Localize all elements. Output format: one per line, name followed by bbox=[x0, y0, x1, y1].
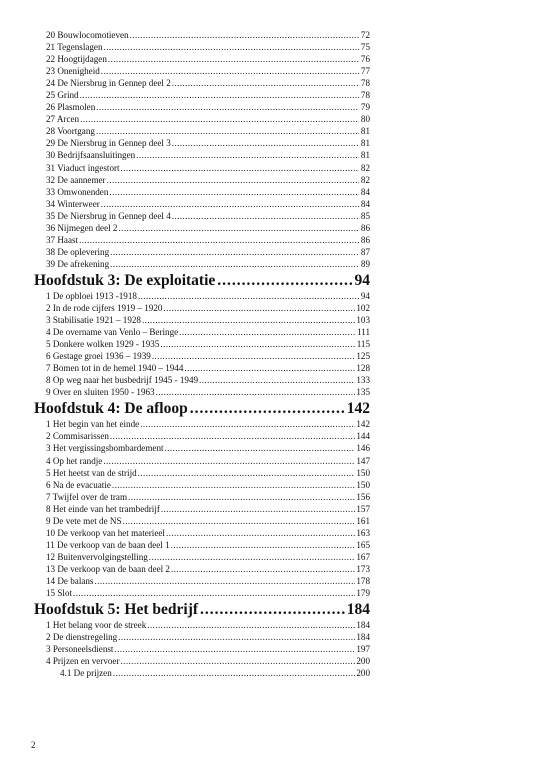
toc-entry bbox=[46, 655, 370, 667]
toc-entry bbox=[46, 467, 370, 479]
entry-page-number: 150 bbox=[356, 479, 370, 490]
toc-entry bbox=[46, 350, 370, 362]
entry-title: 3 Het vergissingsbombardement bbox=[46, 443, 164, 454]
entry-page-number: 150 bbox=[356, 467, 370, 478]
toc-entry bbox=[46, 338, 370, 350]
dot-leader bbox=[165, 442, 356, 454]
entry-title: 4 De overname van Venlo – Beringe bbox=[46, 327, 179, 338]
entry-page-number: 78 bbox=[360, 90, 370, 101]
chapter-title: Hoofdstuk 4: De afloop bbox=[34, 400, 188, 418]
entry-page-number: 79 bbox=[360, 102, 370, 113]
dot-leader bbox=[149, 551, 356, 563]
entry-title: 7 Twijfel over de tram bbox=[46, 491, 128, 502]
dot-leader bbox=[128, 491, 355, 503]
toc-entry bbox=[46, 222, 370, 234]
toc-entry bbox=[46, 125, 370, 137]
dot-leader bbox=[104, 41, 359, 53]
toc-entry bbox=[46, 302, 370, 314]
entry-title: 30 Bedrijfsaansluitingen bbox=[46, 150, 136, 161]
dot-leader bbox=[200, 600, 345, 619]
entry-page-number: 157 bbox=[356, 503, 370, 514]
toc-entry bbox=[46, 149, 370, 161]
entry-title: 1 De opbloei 1913 -1918 bbox=[46, 290, 137, 301]
dot-leader bbox=[199, 374, 355, 386]
entry-title: 22 Hoogtijdagen bbox=[46, 54, 107, 65]
dot-leader bbox=[94, 575, 355, 587]
entry-title: 9 Over en sluiten 1950 - 1963 bbox=[46, 387, 155, 398]
toc-entry bbox=[46, 539, 370, 551]
entry-page-number: 82 bbox=[360, 162, 370, 173]
entry-title: 12 Buitenvervolgingstelling bbox=[46, 551, 148, 562]
toc-entry bbox=[46, 198, 370, 210]
entry-title: 8 Op weg naar het busbedrijf 1945 - 1949 bbox=[46, 375, 199, 386]
entry-page-number: 87 bbox=[360, 246, 370, 257]
toc-entry bbox=[46, 515, 370, 527]
toc-entry bbox=[46, 65, 370, 77]
toc-entry bbox=[46, 362, 370, 374]
toc-entry bbox=[46, 619, 370, 631]
dot-leader bbox=[103, 455, 355, 467]
dot-leader bbox=[118, 222, 359, 234]
entry-page-number: 179 bbox=[356, 588, 370, 599]
entry-title: 8 Het einde van het trambedrijf bbox=[46, 503, 160, 514]
chapter-title: Hoofdstuk 3: De exploitatie bbox=[34, 271, 216, 289]
entry-page-number: 76 bbox=[360, 54, 370, 65]
entry-title: 39 De afrekening bbox=[46, 258, 110, 269]
entry-page-number: 178 bbox=[356, 575, 370, 586]
entry-page-number: 147 bbox=[356, 455, 370, 466]
dot-leader bbox=[156, 386, 356, 398]
chapter-page-number: 94 bbox=[354, 271, 370, 289]
dot-leader bbox=[184, 362, 355, 374]
entry-title: 3 Personeelsdienst bbox=[46, 644, 114, 655]
toc-entry bbox=[46, 587, 370, 599]
entry-page-number: 200 bbox=[356, 656, 370, 667]
toc-entry bbox=[46, 89, 370, 101]
toc-entry bbox=[46, 234, 370, 246]
dot-leader bbox=[161, 503, 355, 515]
entry-page-number: 125 bbox=[356, 351, 370, 362]
dot-leader bbox=[118, 631, 355, 643]
entry-title: 28 Voortgang bbox=[46, 126, 95, 137]
entry-title: 32 De aannemer bbox=[46, 174, 106, 185]
chapter-heading bbox=[34, 271, 370, 290]
entry-title: 1 Het begin van het einde bbox=[46, 419, 140, 430]
entry-page-number: 102 bbox=[356, 302, 370, 313]
toc-entry bbox=[46, 326, 370, 338]
entry-title: 20 Bouwlocomotieven bbox=[46, 30, 129, 40]
toc-entry bbox=[46, 631, 370, 643]
toc-entry bbox=[46, 575, 370, 587]
dot-leader bbox=[79, 234, 359, 246]
entry-page-number: 94 bbox=[360, 290, 370, 301]
toc-entry bbox=[46, 418, 370, 430]
entry-page-number: 72 bbox=[360, 30, 370, 40]
entry-page-number: 84 bbox=[360, 186, 370, 197]
chapter-page-number: 142 bbox=[346, 400, 370, 418]
entry-page-number: 161 bbox=[356, 515, 370, 526]
entry-page-number: 165 bbox=[356, 539, 370, 550]
dot-leader bbox=[101, 198, 359, 210]
entry-page-number: 167 bbox=[356, 551, 370, 562]
dot-leader bbox=[80, 113, 359, 125]
entry-page-number: 81 bbox=[360, 138, 370, 149]
entry-title: 24 De Niersbrug in Gennep deel 2 bbox=[46, 78, 171, 89]
dot-leader bbox=[172, 137, 359, 149]
entry-title: 13 De verkoop van de baan deel 2 bbox=[46, 563, 170, 574]
entry-page-number: 84 bbox=[360, 198, 370, 209]
entry-title: 25 Grind bbox=[46, 90, 79, 101]
entry-title: 26 Plasmolen bbox=[46, 102, 96, 113]
entry-page-number: 163 bbox=[356, 527, 370, 538]
entry-title: 6 Na de evacuatie bbox=[46, 479, 111, 490]
dot-leader bbox=[110, 430, 355, 442]
entry-title: 15 Slot bbox=[46, 588, 73, 599]
toc-entry bbox=[46, 210, 370, 222]
entry-title: 2 De dienstregeling bbox=[46, 632, 118, 643]
dot-leader bbox=[120, 655, 355, 667]
dot-leader bbox=[112, 479, 355, 491]
entry-title: 27 Arcen bbox=[46, 114, 80, 125]
entry-page-number: 142 bbox=[356, 419, 370, 430]
entry-title: 11 De verkoop van de baan deel 1 bbox=[46, 539, 170, 550]
toc-entry bbox=[46, 491, 370, 503]
dot-leader bbox=[217, 271, 352, 290]
dot-leader bbox=[96, 101, 359, 113]
dot-leader bbox=[113, 667, 356, 679]
entry-page-number: 77 bbox=[360, 66, 370, 77]
dot-leader bbox=[123, 515, 356, 527]
chapter-title: Hoofdstuk 5: Het bedrijf bbox=[34, 601, 199, 619]
dot-leader bbox=[136, 149, 359, 161]
dot-leader bbox=[172, 210, 359, 222]
dot-leader bbox=[147, 619, 355, 631]
toc-entry bbox=[46, 442, 370, 454]
toc-entry bbox=[46, 374, 370, 386]
toc-entry bbox=[46, 41, 370, 53]
dot-leader bbox=[171, 539, 356, 551]
entry-title: 4.1 De prijzen bbox=[60, 668, 112, 679]
entry-page-number: 144 bbox=[356, 431, 370, 442]
toc-entry bbox=[46, 290, 370, 302]
dot-leader bbox=[152, 350, 356, 362]
entry-page-number: 81 bbox=[360, 150, 370, 161]
dot-leader bbox=[140, 418, 355, 430]
entry-title: 21 Tegenslagen bbox=[46, 42, 103, 53]
dot-leader bbox=[110, 258, 359, 270]
entry-title: 4 Op het randje bbox=[46, 455, 103, 466]
toc-subentry bbox=[46, 667, 370, 679]
dot-leader bbox=[108, 53, 359, 65]
entry-title: 31 Viaduct ingestort bbox=[46, 162, 120, 173]
toc-entry bbox=[46, 527, 370, 539]
toc-entry bbox=[46, 258, 370, 270]
chapter-heading bbox=[34, 399, 370, 418]
entry-page-number: 86 bbox=[360, 234, 370, 245]
entry-title: 3 Stabilisatie 1921 – 1928 bbox=[46, 315, 141, 326]
entry-page-number: 75 bbox=[360, 42, 370, 53]
toc-entry bbox=[46, 101, 370, 113]
chapter-heading bbox=[34, 600, 370, 619]
entry-page-number: 135 bbox=[356, 387, 370, 398]
entry-page-number: 81 bbox=[360, 126, 370, 137]
dot-leader bbox=[138, 467, 356, 479]
entry-title: 9 De vete met de NS bbox=[46, 515, 122, 526]
entry-title: 34 Winterweer bbox=[46, 198, 100, 209]
toc-entry bbox=[46, 563, 370, 575]
entry-page-number: 184 bbox=[356, 620, 370, 631]
entry-page-number: 184 bbox=[356, 632, 370, 643]
entry-title: 38 De oplevering bbox=[46, 246, 110, 257]
entry-page-number: 115 bbox=[356, 339, 370, 350]
dot-leader bbox=[190, 399, 345, 418]
dot-leader bbox=[172, 77, 359, 89]
entry-title: 37 Haast bbox=[46, 234, 79, 245]
entry-title: 35 De Niersbrug in Gennep deel 4 bbox=[46, 210, 171, 221]
dot-leader bbox=[171, 563, 355, 575]
dot-leader bbox=[109, 186, 359, 198]
entry-page-number: 128 bbox=[356, 363, 370, 374]
entry-title: 33 Omwonenden bbox=[46, 186, 109, 197]
toc-entry bbox=[46, 455, 370, 467]
entry-title: 36 Nijmegen deel 2 bbox=[46, 222, 118, 233]
entry-title: 7 Bomen tot in de hemel 1940 – 1944 bbox=[46, 363, 184, 374]
entry-title: 5 Het heetst van de strijd bbox=[46, 467, 137, 478]
dot-leader bbox=[73, 587, 355, 599]
entry-title: 5 Donkere wolken 1929 - 1935 bbox=[46, 339, 160, 350]
table-of-contents bbox=[34, 29, 370, 679]
entry-page-number: 173 bbox=[356, 563, 370, 574]
dot-leader bbox=[114, 643, 355, 655]
toc-entry bbox=[46, 314, 370, 326]
page-number: 2 bbox=[31, 740, 36, 750]
dot-leader bbox=[138, 290, 359, 302]
dot-leader bbox=[121, 162, 359, 174]
entry-page-number: 156 bbox=[356, 491, 370, 502]
toc-entry bbox=[46, 551, 370, 563]
entry-page-number: 103 bbox=[356, 315, 370, 326]
toc-entry bbox=[46, 386, 370, 398]
entry-page-number: 80 bbox=[360, 114, 370, 125]
toc-entry bbox=[46, 53, 370, 65]
entry-page-number: 133 bbox=[356, 375, 370, 386]
dot-leader bbox=[110, 246, 359, 258]
entry-title: 10 De verkoop van het materieel bbox=[46, 527, 165, 538]
toc-entry bbox=[46, 246, 370, 258]
dot-leader bbox=[142, 314, 355, 326]
toc-entry bbox=[46, 430, 370, 442]
toc-entry bbox=[46, 162, 370, 174]
toc-entry bbox=[46, 174, 370, 186]
toc-entry bbox=[46, 503, 370, 515]
dot-leader bbox=[163, 302, 355, 314]
toc-entry bbox=[46, 137, 370, 149]
toc-entry bbox=[46, 479, 370, 491]
toc-entry bbox=[46, 77, 370, 89]
entry-page-number: 78 bbox=[360, 78, 370, 89]
dot-leader bbox=[101, 65, 359, 77]
toc-entry bbox=[46, 29, 370, 41]
toc-entry bbox=[46, 113, 370, 125]
entry-title: 4 Prijzen en vervoer bbox=[46, 656, 120, 667]
entry-page-number: 89 bbox=[360, 258, 370, 269]
entry-page-number: 197 bbox=[356, 644, 370, 655]
entry-title: 6 Gestage groei 1936 – 1939 bbox=[46, 351, 151, 362]
entry-title: 2 Commisarissen bbox=[46, 431, 109, 442]
dot-leader bbox=[80, 89, 359, 101]
entry-page-number: 200 bbox=[356, 668, 370, 679]
entry-title: 1 Het belang voor de streek bbox=[46, 620, 147, 631]
dot-leader bbox=[179, 326, 356, 338]
dot-leader bbox=[107, 174, 359, 186]
dot-leader bbox=[166, 527, 355, 539]
toc-entry bbox=[46, 186, 370, 198]
dot-leader bbox=[130, 29, 359, 41]
entry-page-number: 111 bbox=[357, 327, 370, 338]
entry-page-number: 85 bbox=[360, 210, 370, 221]
entry-title: 23 Onenigheid bbox=[46, 66, 100, 77]
toc-entry bbox=[46, 643, 370, 655]
chapter-page-number: 184 bbox=[346, 601, 370, 619]
entry-page-number: 82 bbox=[360, 174, 370, 185]
entry-title: 29 De Niersbrug in Gennep deel 3 bbox=[46, 138, 171, 149]
entry-title: 14 De balans bbox=[46, 575, 94, 586]
entry-page-number: 86 bbox=[360, 222, 370, 233]
entry-page-number: 146 bbox=[356, 443, 370, 454]
entry-title: 2 In de rode cijfers 1919 – 1920 bbox=[46, 302, 163, 313]
dot-leader bbox=[96, 125, 359, 137]
dot-leader bbox=[160, 338, 355, 350]
